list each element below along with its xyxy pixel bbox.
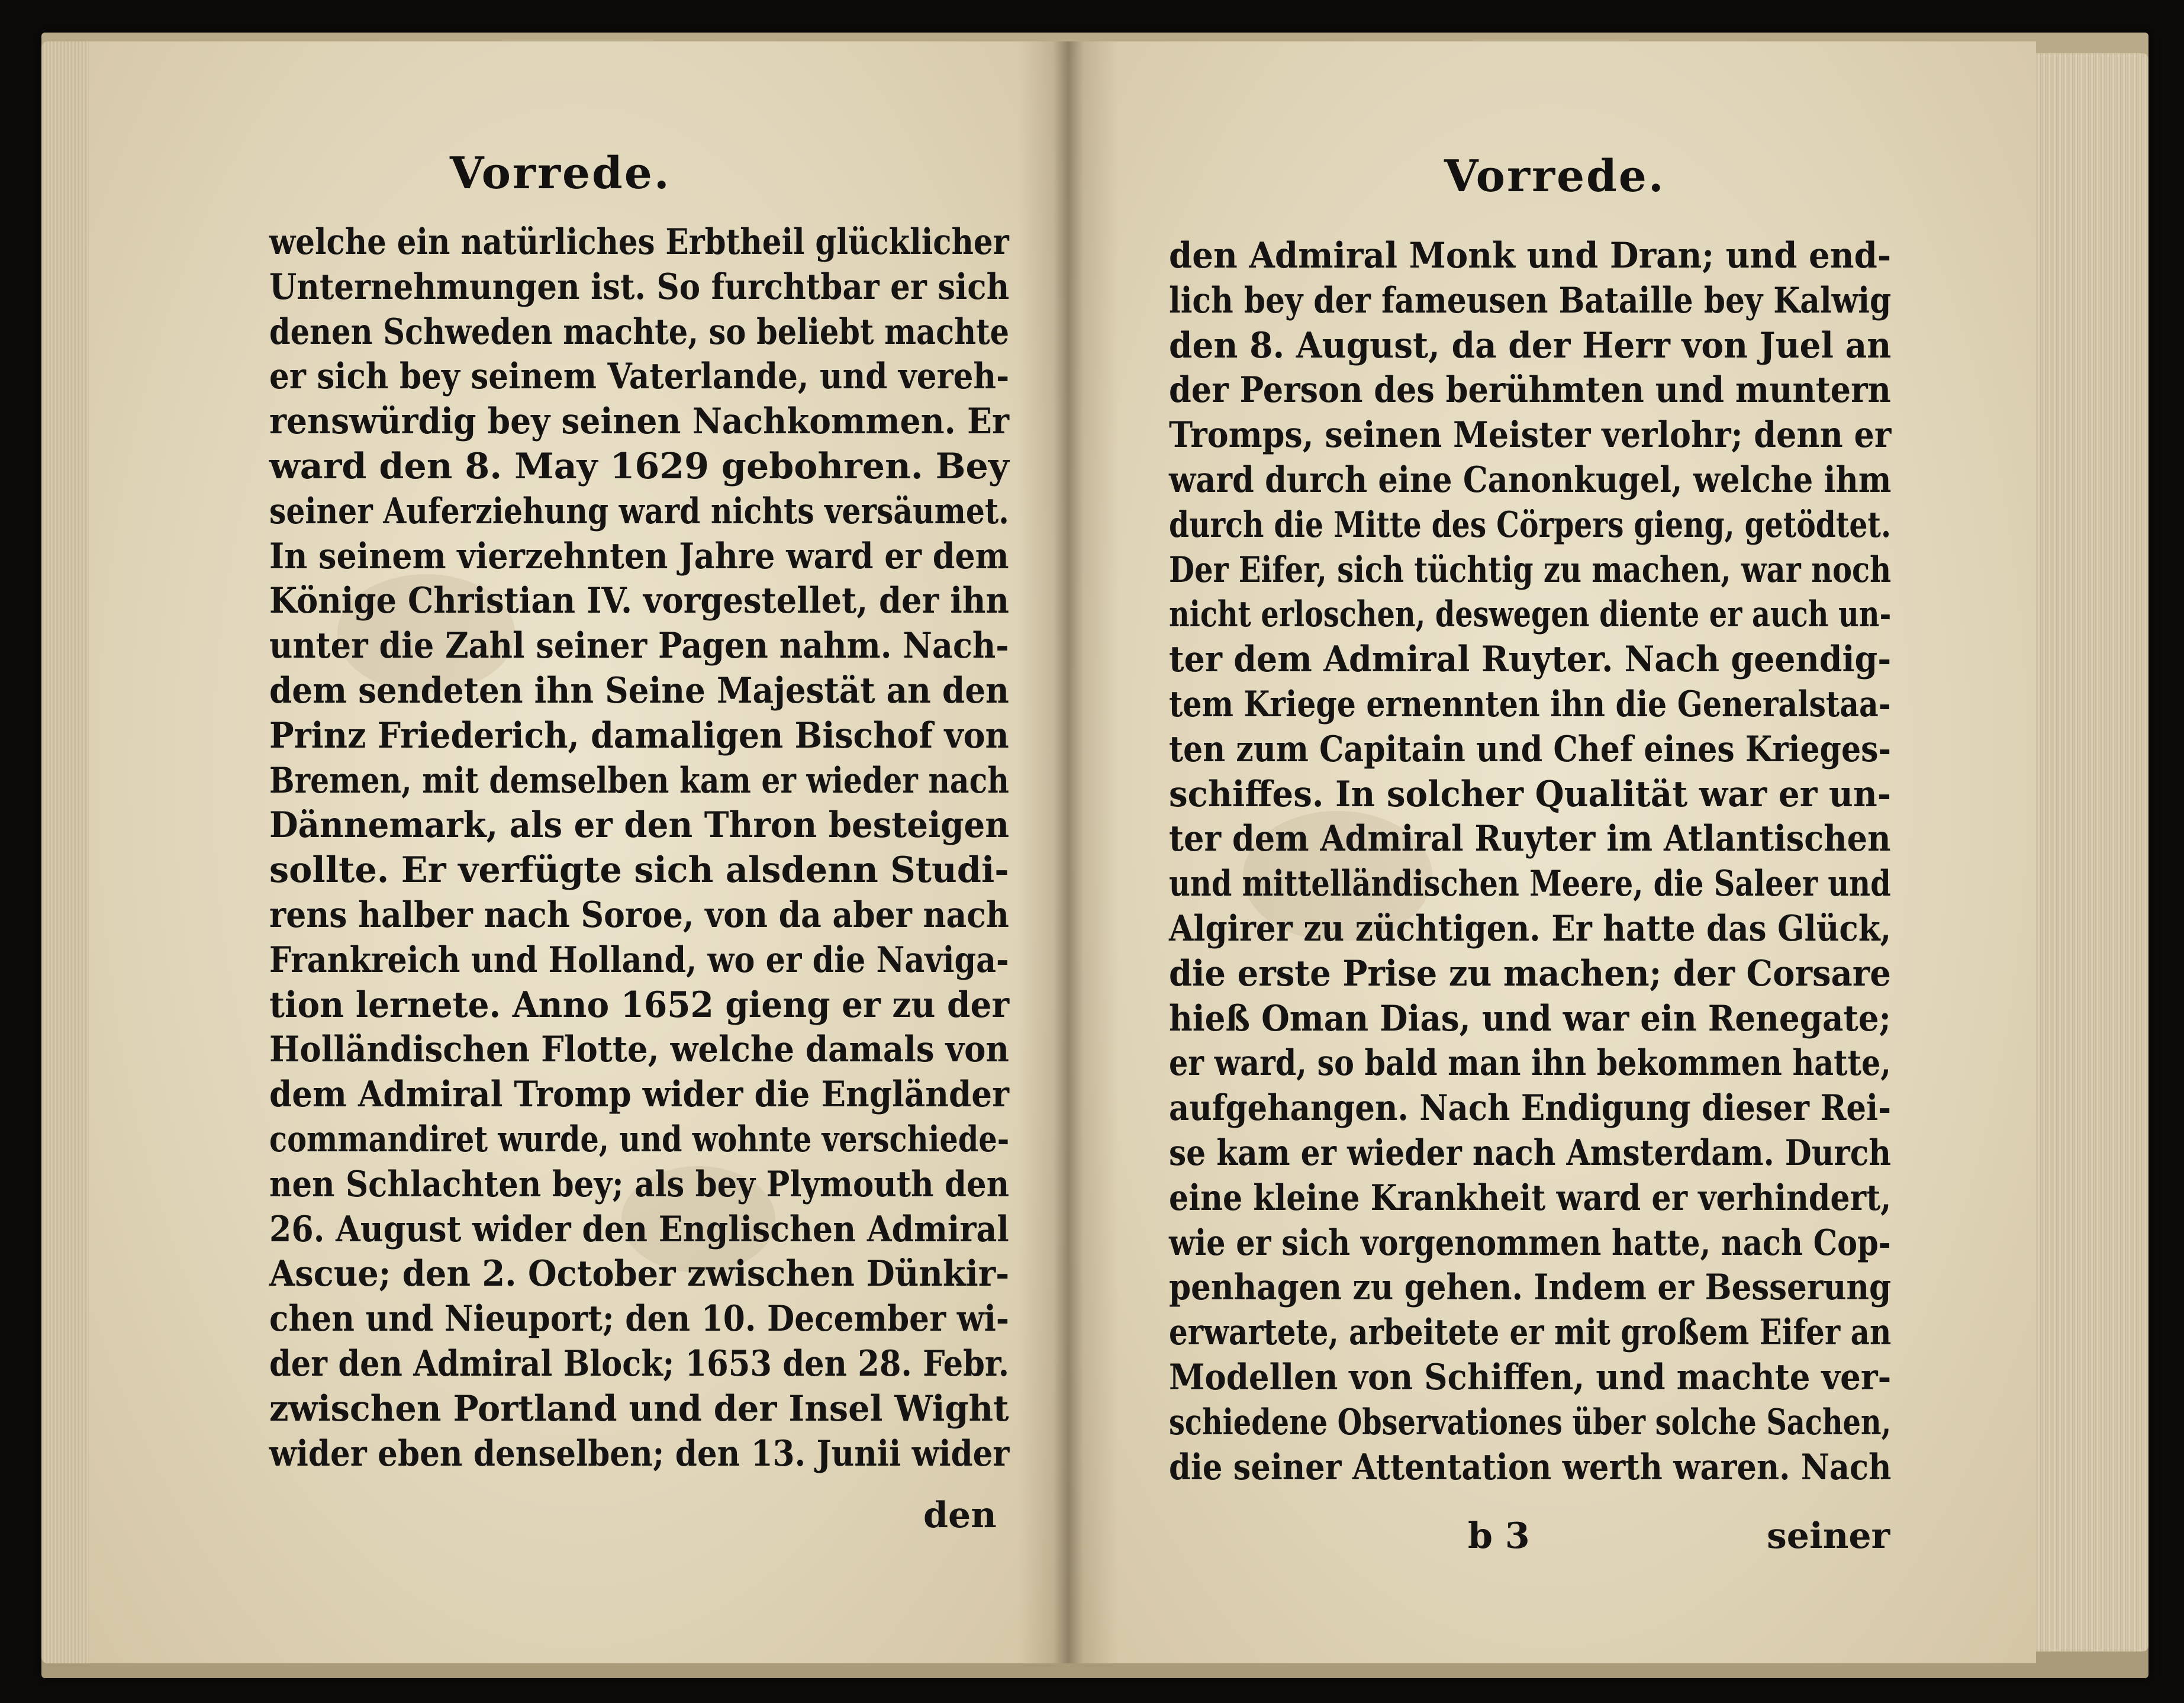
text-line: chen und Nieuport; den 10. December wi- [269, 1298, 1009, 1340]
text-line: Modellen von Schiffen, und machte ver- [1169, 1356, 1892, 1398]
text-line: ward durch eine Canonkugel, welche ihm [1169, 459, 1892, 501]
text-line: den 8. August, da der Herr von Juel an [1169, 324, 1892, 366]
text-line: ter dem Admiral Ruyter. Nach geendig- [1169, 639, 1892, 681]
text-line: den Admiral Monk und Dran; und end- [1169, 235, 1892, 276]
text-line: unter die Zahl seiner Pagen nahm. Nach- [269, 625, 1009, 667]
text-line: der Person des berühmten und muntern [1169, 369, 1891, 411]
text-line: durch die Mitte des Cörpers gieng, getödtet. [1169, 504, 1891, 546]
right-catchword: seiner [1767, 1515, 1890, 1557]
text-line: zwischen Portland und der Insel Wight [269, 1387, 1009, 1430]
text-line: rens halber nach Soroe, von da aber nach [269, 894, 1009, 936]
text-line: Tromps, seinen Meister verlohr; denn er [1169, 414, 1892, 456]
text-line: Ascue; den 2. October zwischen Dünkir- [269, 1253, 1010, 1295]
text-line: wie er sich vorgenommen hatte, nach Cop- [1169, 1222, 1891, 1264]
text-line: schiffes. In solcher Qualität war er un- [1169, 773, 1892, 815]
right-signature-mark: b 3 [1468, 1515, 1530, 1557]
text-line: Frankreich und Holland, wo er die Naviga- [269, 939, 1009, 981]
text-line: aufgehangen. Nach Endigung dieser Rei- [1169, 1087, 1892, 1129]
text-line: und mittelländischen Meere, die Saleer und [1169, 863, 1891, 905]
right-running-head: Vorrede. [1444, 151, 1666, 202]
text-line: Unternehmungen ist. So furchtbar er sich [269, 266, 1010, 308]
text-line: nicht erloschen, deswegen diente er auch un- [1169, 594, 1892, 636]
right-body-text [1169, 234, 1891, 1490]
text-line: die erste Prise zu machen; der Corsare [1169, 952, 1891, 994]
text-line: Der Eifer, sich tüchtig zu machen, war noch [1169, 549, 1892, 591]
text-line: Prinz Friederich, damaligen Bischof von [269, 714, 1009, 756]
text-line: hieß Oman Dias, und war ein Renegate; [1169, 997, 1891, 1039]
text-line: Algirer zu züchtigen. Er hatte das Glück, [1169, 907, 1892, 949]
text-line: welche ein natürliches Erbtheil glücklicher [269, 221, 1009, 263]
text-line: ter dem Admiral Ruyter im Atlantischen [1169, 818, 1891, 860]
text-line: schiedene Observationes über solche Sachen, [1169, 1401, 1892, 1443]
text-line: se kam er wieder nach Amsterdam. Durch [1169, 1132, 1891, 1174]
text-line: lich bey der fameusen Bataille bey Kalwig [1169, 279, 1892, 321]
text-line: commandiret wurde, und wohnte verschiede- [269, 1118, 1010, 1160]
text-line: seiner Auferziehung ward nichts versäumet. [269, 490, 1009, 532]
text-line: ten zum Capitain und Chef eines Krieges- [1169, 728, 1892, 770]
text-line: dem Admiral Tromp wider die Engländer [269, 1074, 1009, 1116]
text-line: nen Schlachten bey; als bey Plymouth den [269, 1163, 1010, 1205]
text-line: die seiner Attentation werth waren. Nach [1169, 1446, 1892, 1488]
text-line: sollte. Er verfügte sich alsdenn Studi- [269, 849, 1009, 891]
text-line: er sich bey seinem Vaterlande, und vereh- [269, 356, 1010, 398]
left-body-text [269, 220, 1009, 1476]
text-line: 26. August wider den Englischen Admiral [269, 1208, 1009, 1250]
text-line: renswürdig bey seinen Nachkommen. Er [269, 401, 1009, 443]
text-line: Könige Christian IV. vorgestellet, der ihn [269, 580, 1009, 622]
text-line: tem Kriege ernennten ihn die Generalstaa- [1169, 683, 1891, 725]
left-catchword: den [923, 1495, 997, 1536]
text-line: penhagen zu gehen. Indem er Besserung [1169, 1267, 1892, 1309]
text-line: erwartete, arbeitete er mit großem Eifer an [1169, 1312, 1892, 1354]
text-line: ward den 8. May 1629 gebohren. Bey [269, 445, 1009, 487]
left-running-head: Vorrede. [450, 148, 671, 199]
text-line: Holländischen Flotte, welche damals von [269, 1029, 1009, 1071]
text-line: denen Schweden machte, so beliebt machte [269, 311, 1010, 353]
text-line: wider eben denselben; den 13. Junii wider [269, 1432, 1010, 1475]
text-line: In seinem vierzehnten Jahre ward er dem [269, 535, 1009, 577]
text-line: dem sendeten ihn Seine Majestät an den [269, 669, 1009, 712]
text-line: Dännemark, als er den Thron besteigen [269, 804, 1010, 846]
page-edges-left [41, 41, 95, 1663]
text-line: tion lernete. Anno 1652 gieng er zu der [269, 984, 1010, 1026]
text-line: eine kleine Krankheit ward er verhindert, [1169, 1177, 1892, 1219]
text-line: Bremen, mit demselben kam er wieder nach [269, 759, 1009, 801]
text-line: er ward, so bald man ihn bekommen hatte, [1169, 1042, 1891, 1084]
page-edges-right [2030, 53, 2148, 1652]
text-line: der den Admiral Block; 1653 den 28. Febr. [269, 1343, 1010, 1385]
